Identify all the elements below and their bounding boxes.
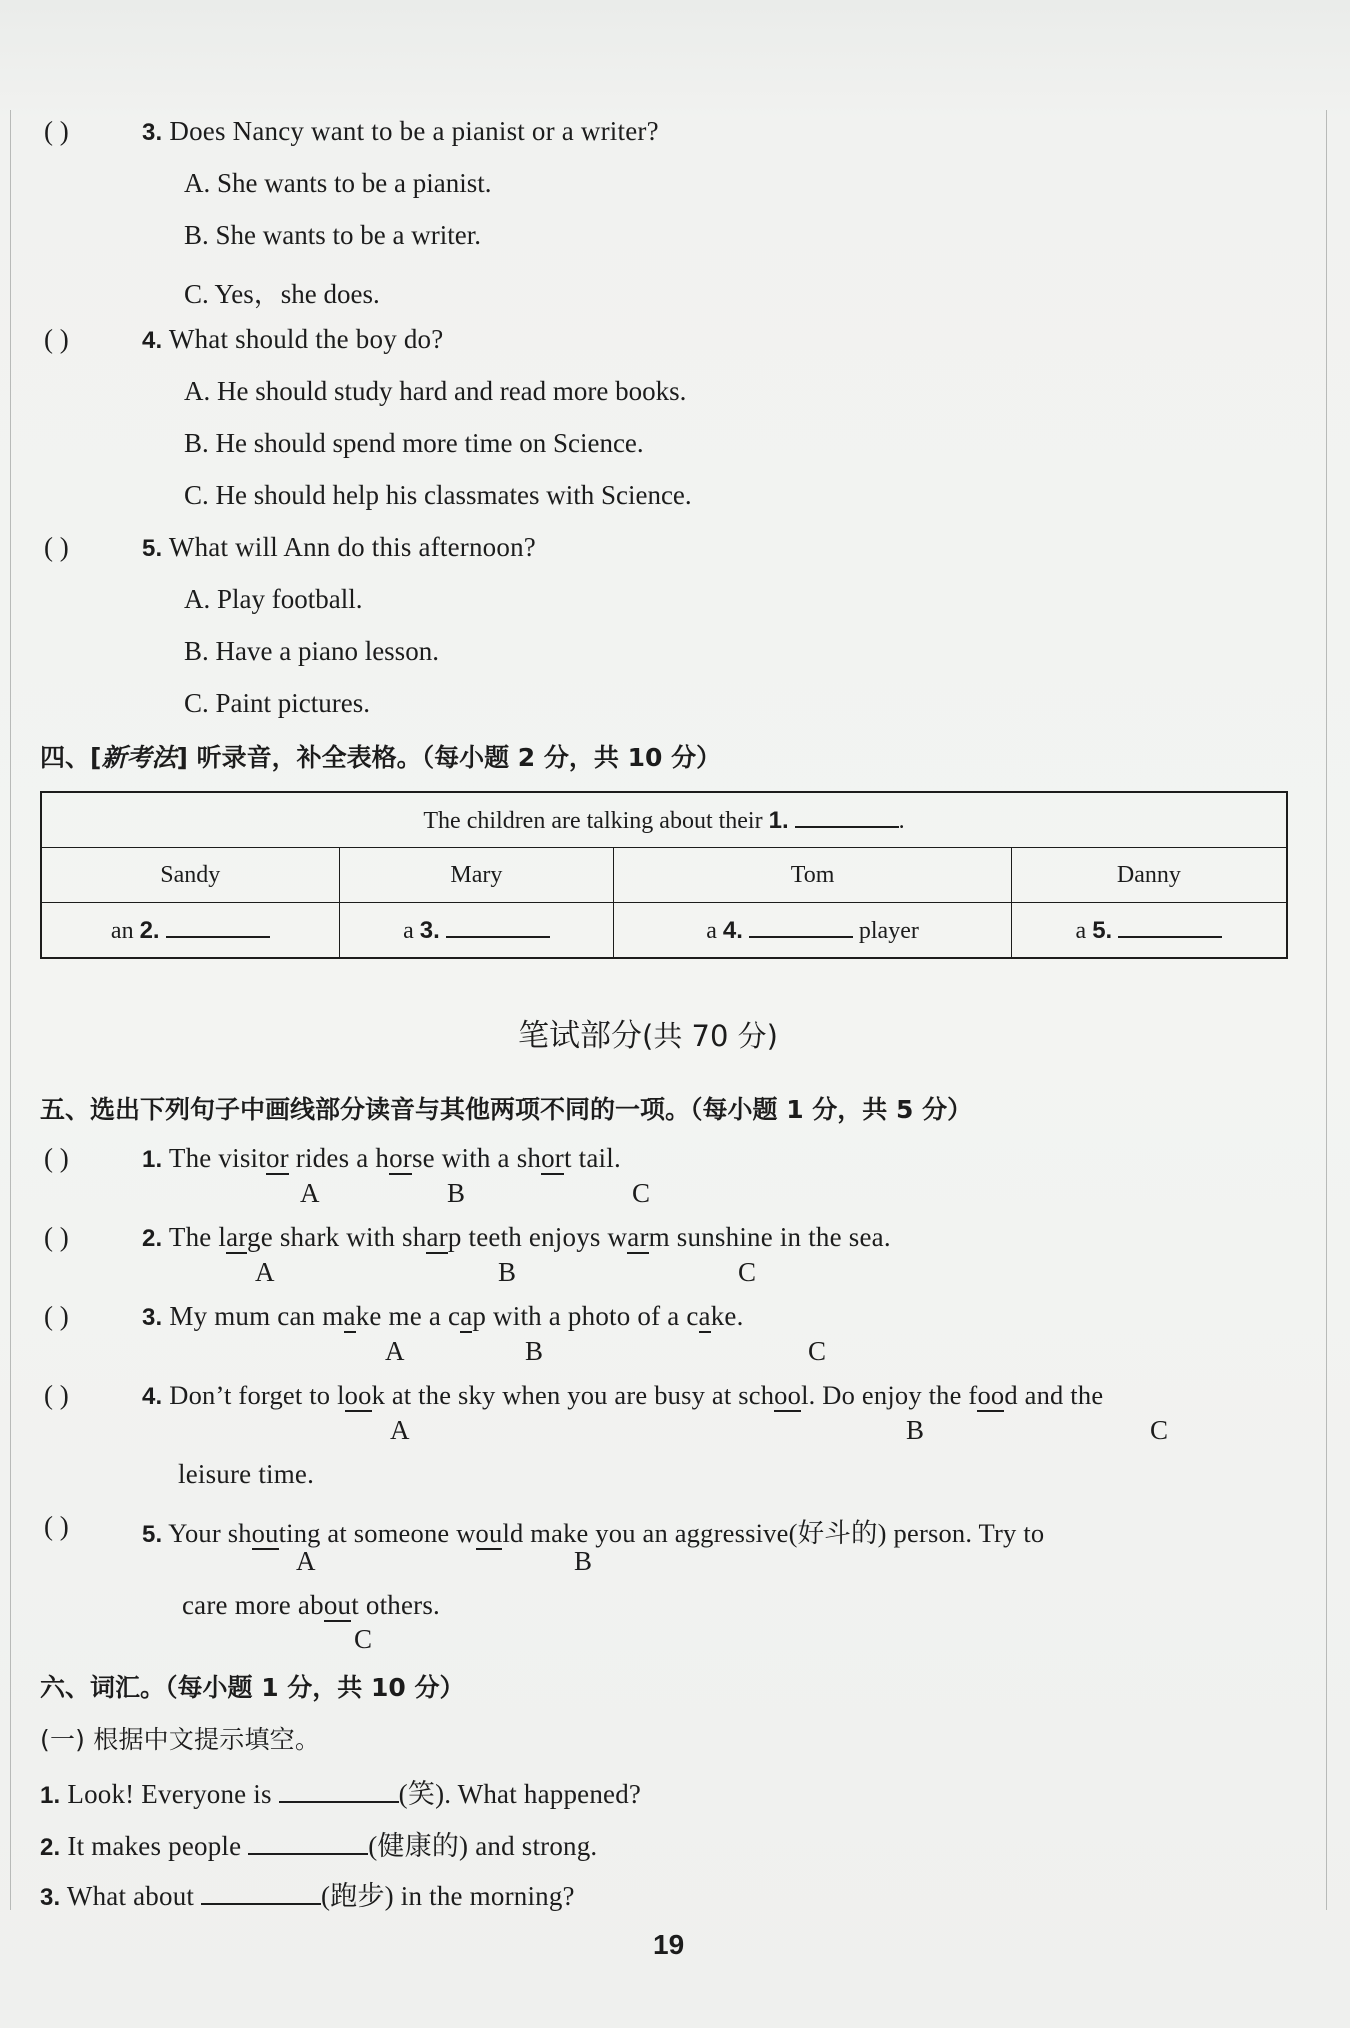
underlined-part: ou [251,1518,279,1548]
option-b: B. Have a piano lesson. [184,636,439,666]
section-5-title: 五、选出下列句子中画线部分读音与其他两项不同的一项。（每小题 1 分，共 5 分） [40,1095,973,1124]
label-c: C [1150,1415,1169,1445]
question-number: 1. [142,1146,163,1173]
text: m sunshine in the sea. [648,1222,891,1252]
question-3 [142,116,659,147]
pron-question-5 [142,1511,1044,1550]
underlined-part: oo [774,1380,802,1410]
name-cell: Danny [1011,848,1287,903]
section-4-title [40,738,721,774]
underlined-part: ou [323,1590,352,1620]
text: l. Do enjoy the f [801,1380,978,1410]
section-6-subtitle: (一) 根据中文提示填空。 [40,1725,321,1754]
text: ke. [710,1301,744,1331]
item-text: It makes people [67,1831,249,1861]
new-method-tag: 新考法 [101,743,177,772]
header-text: The children are talking about their [423,807,769,834]
question-number: 4. [142,1383,163,1410]
text: ke me a c [355,1301,461,1331]
written-part-heading [518,1010,778,1055]
item-text: Look! Everyone is [67,1779,279,1809]
label-a: A [300,1178,320,1208]
blank-number: 3. [419,916,440,944]
underlined-part: ar [426,1222,448,1252]
item-text: What about [66,1881,202,1911]
name-cell: Sandy [41,848,339,903]
underlined-part: or [265,1143,289,1173]
cell-pre: a [403,917,420,944]
text: care more ab [182,1590,324,1620]
answer-blank[interactable] [248,1833,368,1855]
item-number: 3. [40,1884,61,1911]
underlined-part: or [541,1143,565,1173]
right-margin-line [1326,110,1327,1910]
cell-pre: a [706,917,723,944]
text: ting at someone w [278,1518,476,1548]
cell-post: player [852,917,919,944]
answer-blank[interactable] [749,916,853,938]
answer-blank[interactable] [795,806,899,828]
label-a: A [296,1546,316,1576]
label-a: A [385,1336,405,1366]
question-text: Does Nancy want to be a pianist or a writer? [169,116,659,146]
vocab-item-2 [40,1824,597,1863]
answer-blank[interactable] [446,916,550,938]
label-c: C [354,1624,373,1654]
option-c: C. He should help his classmates with Science. [184,480,692,510]
question-number: 5. [142,1521,163,1548]
pron-question-2 [142,1222,891,1253]
vocab-item-3 [40,1874,575,1913]
heading-main: 笔试部分 [518,1018,642,1054]
answer-paren[interactable]: ( ) [44,1222,69,1252]
item-number: 1. [40,1782,61,1809]
answer-paren[interactable]: ( ) [44,532,69,562]
label-b: B [906,1415,925,1445]
option-a: A. He should study hard and read more books. [184,376,687,406]
answer-paren[interactable]: ( ) [44,116,69,146]
answer-cell [614,903,1012,959]
listening-table [40,791,1288,959]
pron-question-1 [142,1143,621,1174]
section-6-title: 六、词汇。（每小题 1 分，共 10 分） [40,1673,465,1702]
answer-cell [1011,903,1287,959]
left-margin-line [10,110,11,1910]
option-c: C. Yes，she does. [184,279,380,309]
pron-question-4 [142,1380,1103,1411]
text: d and the [1004,1380,1104,1410]
text: t tail. [564,1143,621,1173]
text: ge shark with sh [247,1222,427,1252]
text: My mum can m [169,1301,344,1331]
text: ld make you an aggressive(好斗的) person. Try to [502,1518,1045,1548]
label-b: B [498,1257,517,1287]
heading-score: (共 70 分) [642,1019,778,1053]
answer-blank[interactable] [201,1883,321,1905]
question-text: What will Ann do this afternoon? [168,532,536,562]
underlined-part: a [343,1301,356,1331]
question-text: What should the boy do? [168,324,444,354]
question-number: 2. [142,1225,163,1252]
text: p teeth enjoys w [447,1222,628,1252]
option-b: B. He should spend more time on Science. [184,428,644,458]
item-hint: (笑). What happened? [398,1779,642,1809]
answer-paren[interactable]: ( ) [44,1380,69,1410]
table-header-row: The children are talking about their 1. . [41,792,1287,848]
text: The l [168,1222,227,1252]
label-c: C [738,1257,757,1287]
text: se with a sh [411,1143,542,1173]
item-hint: (跑步) in the morning? [321,1881,575,1911]
label-a: A [255,1257,275,1287]
text: Don’t forget to l [169,1380,345,1410]
option-b: B. She wants to be a writer. [184,220,481,250]
section-title-text: ] 听录音，补全表格。（每小题 2 分，共 10 分） [176,743,722,772]
underlined-part: oo [344,1380,372,1410]
label-b: B [447,1178,466,1208]
text: rides a h [288,1143,390,1173]
answer-blank[interactable] [279,1781,399,1803]
question-5-continuation [182,1590,440,1621]
vocab-item-1 [40,1772,641,1811]
label-a: A [390,1415,410,1445]
text: Your sh [168,1518,252,1548]
section-prefix: 四、[ [40,743,102,772]
question-5 [142,532,536,563]
label-b: B [574,1546,593,1576]
answer-paren[interactable]: ( ) [44,1511,69,1541]
question-number: 3. [142,119,163,146]
question-4 [142,324,443,355]
label-c: C [808,1336,827,1366]
cell-pre: an [110,917,140,944]
underlined-part: or [389,1143,412,1173]
text: p with a photo of a c [472,1301,699,1331]
item-hint: (健康的) and strong. [368,1831,598,1861]
name-cell: Tom [614,848,1012,903]
name-cell: Mary [339,848,614,903]
cell-pre: a [1075,917,1093,944]
answer-cell [41,903,339,959]
option-a: A. Play football. [184,584,363,614]
option-a: A. She wants to be a pianist. [184,168,492,198]
option-c: C. Paint pictures. [184,688,370,718]
blank-number: 2. [139,916,160,944]
blank-number: 4. [722,916,743,944]
underlined-part: a [460,1301,473,1331]
answer-paren[interactable]: ( ) [44,1301,69,1331]
label-b: B [525,1336,544,1366]
text: k at the sky when you are busy at sch [371,1380,775,1410]
text: The visit [168,1143,266,1173]
underlined-part: ar [627,1222,649,1252]
question-number: 4. [142,327,163,354]
underlined-part: ou [475,1518,503,1548]
underlined-part: ar [226,1222,248,1252]
question-number: 3. [142,1304,163,1331]
answer-paren[interactable]: ( ) [44,324,69,354]
blank-number: 1. [768,806,789,834]
text: t others. [351,1590,441,1620]
label-c: C [632,1178,651,1208]
question-number: 5. [142,535,163,562]
answer-cell [339,903,614,959]
question-4-continuation: leisure time. [178,1459,315,1489]
answer-blank[interactable] [1118,916,1222,938]
item-number: 2. [40,1834,61,1861]
page-number: 19 [653,1929,685,1960]
answer-blank[interactable] [166,916,270,938]
underlined-part: a [698,1301,711,1331]
underlined-part: oo [977,1380,1005,1410]
answer-paren[interactable]: ( ) [44,1143,69,1173]
pron-question-3 [142,1301,744,1332]
blank-number: 5. [1092,916,1113,944]
